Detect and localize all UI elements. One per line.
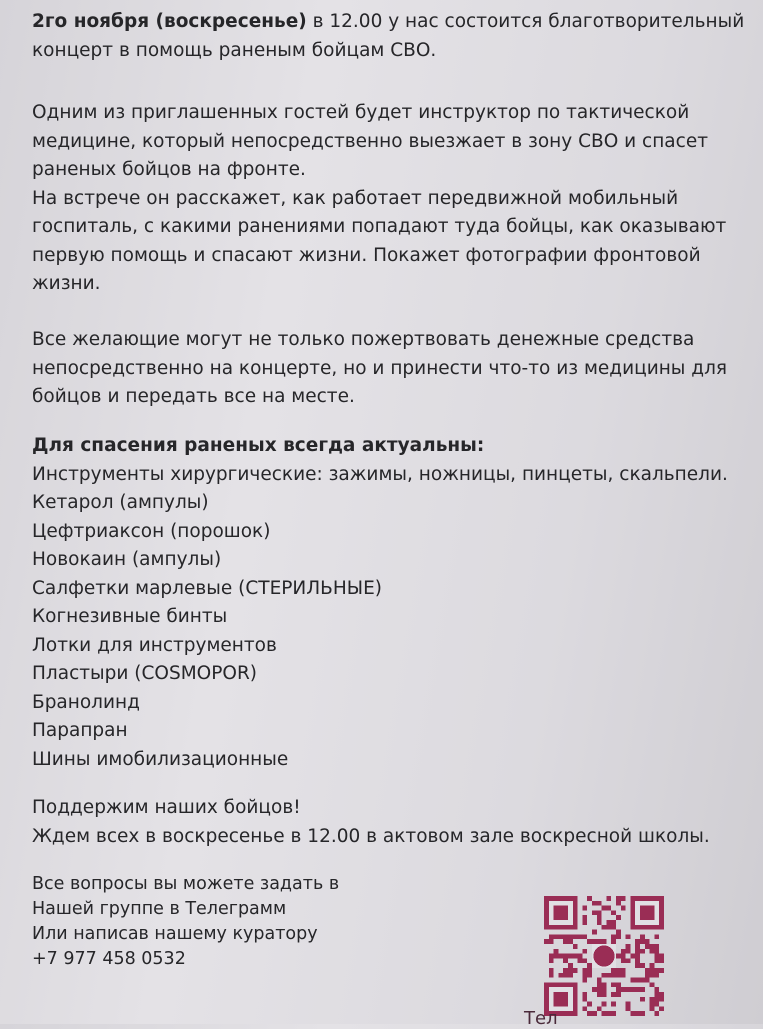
guest-paragraph [32, 99, 726, 299]
needs-item: Шины имобилизационные [32, 748, 289, 770]
needs-item: Салфетки марлевые (СТЕРИЛЬНЫЕ) [32, 577, 383, 599]
guest-line: раненых бойцов на фронте. [32, 159, 306, 180]
donation-line: бойцов и передать все на месте. [32, 386, 355, 407]
contacts-block [32, 872, 339, 972]
intro-line: концерт в помощь раненым бойцам СВО. [32, 39, 437, 61]
needs-item: Новокаин (ампулы) [32, 549, 222, 570]
needs-item: Бранолинд [32, 691, 140, 713]
guest-line: медицине, который непосредственно выезжает в зону СВО и спасет [32, 130, 708, 152]
guest-line: госпиталь, с какими ранениями попадают туда бойцы, как оказывают [32, 216, 727, 237]
contacts-line: Все вопросы вы можете задать в [32, 874, 340, 894]
support-line: Ждем всех в воскресенье в 12.00 в актовом зале воскресной школы. [32, 825, 710, 847]
guest-line: первую помощь и спасают жизни. Покажет фотографии фронтовой [32, 244, 701, 266]
needs-item: Когнезивные бинты [32, 606, 228, 627]
needs-list [32, 432, 728, 774]
telegram-qr-code[interactable] [544, 896, 664, 1016]
guest-line: Одним из приглашенных гостей будет инструктор по тактической [32, 102, 690, 123]
guest-line: На встрече он расскажет, как работает передвижной мобильный [32, 187, 679, 209]
needs-item: Пластыри (COSMOPOR) [32, 663, 258, 684]
contacts-line: Нашей группе в Телеграмм [32, 899, 287, 919]
needs-item: Цефтриаксон (порошок) [32, 520, 271, 542]
needs-item: Лотки для инструментов [32, 634, 277, 656]
donation-paragraph [32, 326, 727, 412]
donation-line: непосредственно на концерте, но и принести что-то из медицины для [32, 357, 728, 379]
support-paragraph [32, 794, 710, 851]
qr-caption: Тел [524, 1008, 558, 1029]
support-line: Поддержим наших бойцов! [32, 797, 301, 818]
donation-line: Все желающие могут не только пожертвовать денежные средства [32, 329, 695, 350]
needs-item: Кетарол (ампулы) [32, 492, 209, 513]
needs-heading: Для спасения раненых всегда актуальны: [32, 435, 485, 456]
contacts-line: Или написав нашему куратору [32, 924, 318, 944]
needs-item: Парапран [32, 720, 128, 741]
guest-line: жизни. [32, 273, 101, 294]
intro-paragraph [32, 8, 744, 65]
event-time-text: в 12.00 у нас состоится благотворительный [306, 11, 745, 32]
event-date: 2го ноября (воскресенье) [32, 11, 307, 32]
needs-item: Инструменты хирургические: зажимы, ножницы, пинцеты, скальпели. [32, 463, 728, 485]
curator-phone: +7 977 458 0532 [32, 949, 186, 969]
